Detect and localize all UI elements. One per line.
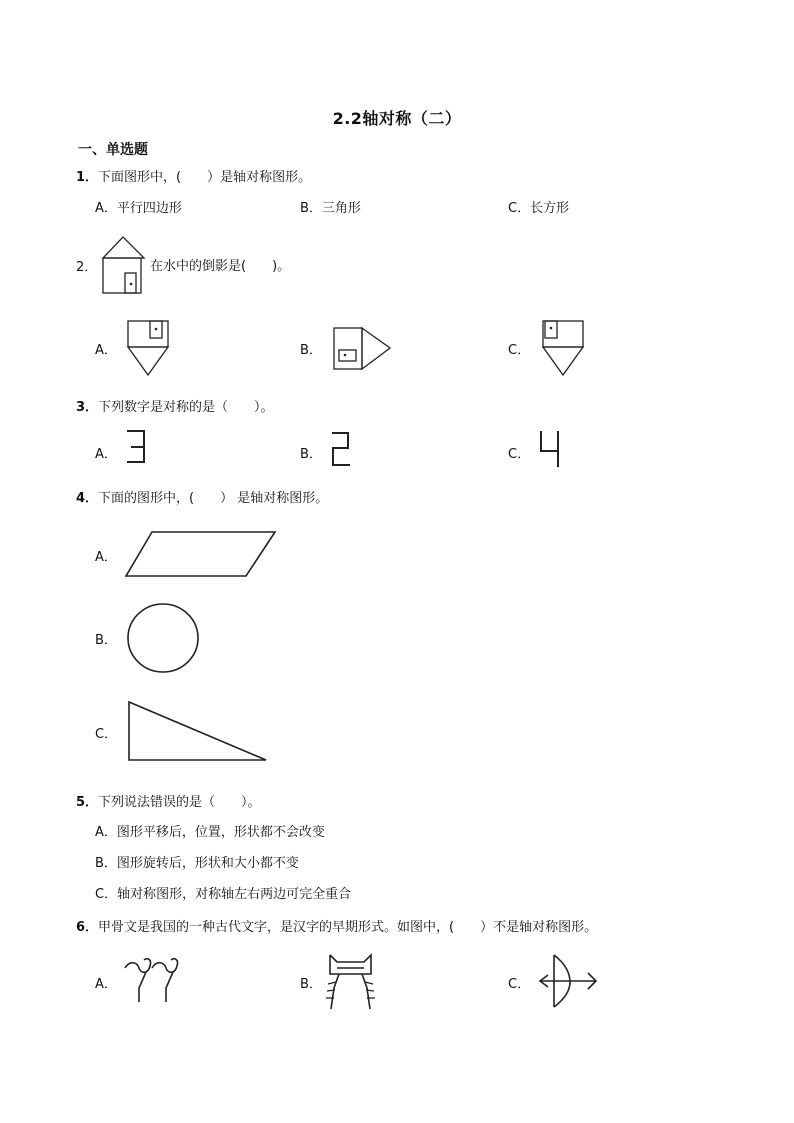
question-3 [76,396,274,415]
option-b: B．三角形 [300,201,361,216]
option-a: A． [95,343,117,358]
option-b: B．图形旋转后，形状和大小都不变 [95,856,299,871]
option-c: C．长方形 [508,201,570,216]
question-number: 6． [76,920,99,935]
digit-3-figure [125,428,151,466]
question-number: 3． [76,400,99,415]
option-b: B． [95,633,117,648]
reflection-figure-b [333,326,393,372]
question-text: 下列数字是对称的是（ ）。 [98,400,274,415]
question-5 [76,791,261,810]
circle-figure [125,601,203,677]
option-a: A． [95,977,117,992]
question-1 [76,166,311,185]
option-c: C． [508,447,531,462]
reflection-figure-c [540,320,586,378]
question-text: 甲骨文是我国的一种古代文字，是汉字的早期形式。如图中，( ）不是轴对称图形。 [98,920,598,935]
option-b: B． [300,343,322,358]
question-text: 下面的图形中，( ） 是轴对称图形。 [98,491,329,506]
question-2-number: 2． [76,260,98,275]
page-title: 2.2轴对称（二） [332,109,462,128]
right-triangle-figure [126,699,271,763]
oracle-character-a-figure [122,954,184,1006]
option-c: C． [95,727,118,742]
oracle-character-b-figure [326,952,376,1012]
question-4 [76,487,328,506]
question-text: 下面图形中，( ）是轴对称图形。 [98,170,312,185]
digit-4-figure [537,429,567,469]
option-c: C． [508,343,531,358]
option-a: A．平行四边形 [95,201,182,216]
question-text: 在水中的倒影是( )。 [150,259,291,274]
house-figure [101,235,147,295]
parallelogram-figure [124,530,280,580]
option-a: A． [95,550,117,565]
question-number: 4． [76,491,99,506]
oracle-character-c-figure [536,952,602,1010]
digit-2-figure [330,429,356,469]
question-number: 5． [76,795,99,810]
option-b: B． [300,977,322,992]
option-b: B． [300,447,322,462]
option-a: A．图形平移后，位置，形状都不会改变 [95,825,325,840]
question-text: 下列说法错误的是（ ）。 [98,795,261,810]
question-number: 1． [76,170,99,185]
reflection-figure-a [125,320,171,378]
option-c: C．轴对称图形，对称轴左右两边可完全重合 [95,887,352,902]
option-a: A． [95,447,117,462]
question-6 [76,916,597,935]
section-heading: 一、单选题 [78,142,148,158]
option-c: C． [508,977,531,992]
